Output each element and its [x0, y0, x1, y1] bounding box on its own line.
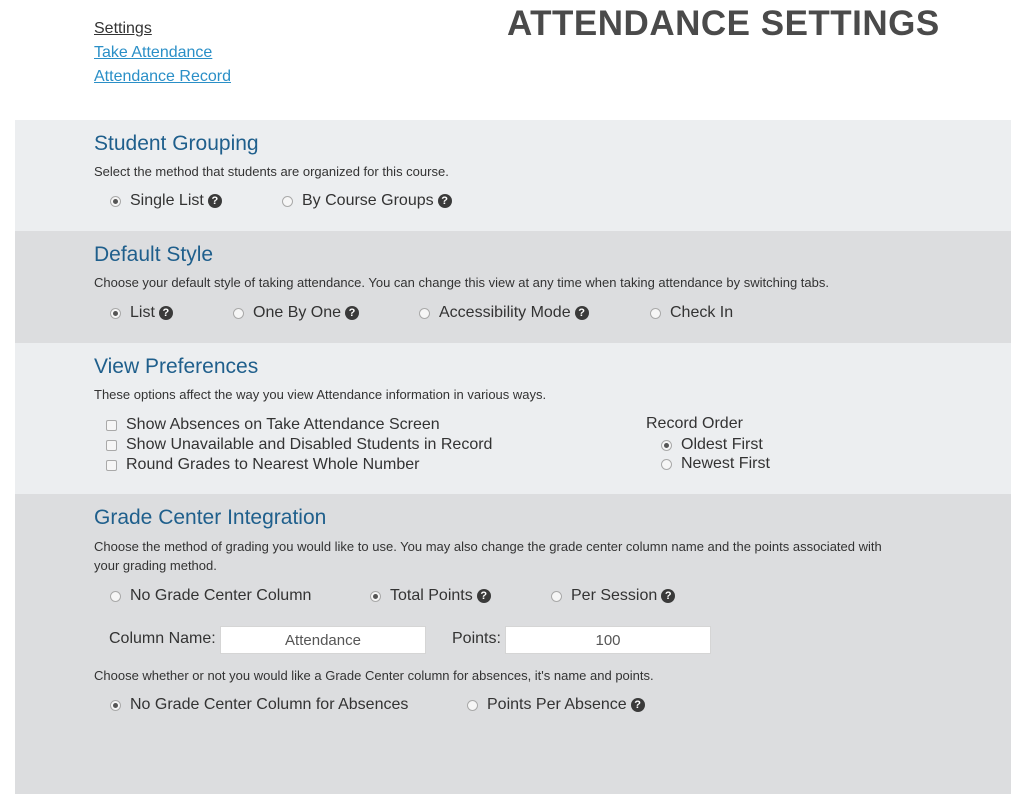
help-icon[interactable]: ? — [345, 306, 359, 320]
radio-newest-first-control[interactable] — [661, 459, 672, 470]
page-title: ATTENDANCE SETTINGS — [507, 4, 940, 43]
points-input[interactable] — [505, 626, 711, 654]
checkbox-round-grades[interactable] — [106, 456, 419, 474]
nav-take-attendance-link[interactable]: Take Attendance — [94, 44, 213, 61]
radio-oldest-first-control[interactable] — [661, 440, 672, 451]
column-name-input[interactable] — [220, 626, 426, 654]
student-grouping-section — [15, 120, 1011, 231]
default-style-section — [15, 231, 1011, 343]
default-style-description: Choose your default style of taking attendance. You can change this view at any time when taking attendance by switching tabs. — [94, 275, 829, 290]
radio-points-per-absence-control[interactable] — [467, 700, 478, 711]
help-icon[interactable]: ? — [438, 194, 452, 208]
record-order-label: Record Order — [646, 415, 743, 432]
radio-points-per-absence[interactable] — [467, 696, 645, 714]
default-style-title: Default Style — [94, 243, 214, 266]
view-preferences-description: These options affect the way you view Attendance information in various ways. — [94, 387, 547, 402]
checkbox-round-grades-label: Round Grades to Nearest Whole Number — [126, 456, 420, 473]
radio-check-in-label: Check In — [670, 304, 734, 321]
checkbox-round-grades-control[interactable] — [106, 460, 117, 471]
help-icon[interactable]: ? — [661, 589, 675, 603]
view-preferences-section — [15, 343, 1011, 494]
top-nav — [94, 17, 231, 89]
nav-attendance-record-link[interactable]: Attendance Record — [94, 68, 231, 85]
radio-single-list-control[interactable] — [110, 196, 121, 207]
radio-per-session[interactable] — [551, 587, 675, 605]
radio-by-course-groups[interactable] — [282, 192, 452, 210]
help-icon[interactable]: ? — [631, 698, 645, 712]
radio-accessibility-mode-control[interactable] — [419, 308, 430, 319]
radio-check-in[interactable] — [650, 304, 733, 322]
checkbox-show-unavailable-control[interactable] — [106, 440, 117, 451]
checkbox-show-absences-label: Show Absences on Take Attendance Screen — [126, 416, 440, 433]
student-grouping-title: Student Grouping — [94, 132, 259, 155]
radio-no-absence-column-label: No Grade Center Column for Absences — [130, 696, 409, 713]
radio-total-points-control[interactable] — [370, 591, 381, 602]
radio-by-course-groups-label: By Course Groups — [302, 192, 434, 209]
view-preferences-title: View Preferences — [94, 355, 259, 378]
radio-oldest-first[interactable] — [661, 436, 763, 454]
radio-by-course-groups-control[interactable] — [282, 196, 293, 207]
radio-points-per-absence-label: Points Per Absence — [487, 696, 627, 713]
grade-center-title: Grade Center Integration — [94, 506, 327, 529]
nav-settings-link[interactable]: Settings — [94, 20, 152, 37]
radio-single-list-label: Single List — [130, 192, 204, 209]
radio-accessibility-mode[interactable] — [419, 304, 589, 322]
points-label: Points: — [452, 630, 501, 647]
grade-center-section — [15, 494, 1011, 794]
checkbox-show-absences[interactable] — [106, 416, 440, 434]
column-name-label: Column Name: — [109, 630, 216, 647]
radio-newest-first-label: Newest First — [681, 455, 770, 472]
radio-per-session-control[interactable] — [551, 591, 562, 602]
radio-check-in-control[interactable] — [650, 308, 661, 319]
help-icon[interactable]: ? — [208, 194, 222, 208]
student-grouping-description: Select the method that students are organized for this course. — [94, 164, 449, 179]
checkbox-show-unavailable-label: Show Unavailable and Disabled Students in Record — [126, 436, 493, 453]
radio-one-by-one[interactable] — [233, 304, 359, 322]
radio-per-session-label: Per Session — [571, 587, 658, 604]
radio-list[interactable] — [110, 304, 173, 322]
grade-center-description: Choose the method of grading you would like to use. You may also change the grade center column name and the points associated with your grading method. — [94, 539, 882, 573]
help-icon[interactable]: ? — [575, 306, 589, 320]
radio-list-label: List — [130, 304, 155, 321]
radio-one-by-one-control[interactable] — [233, 308, 244, 319]
radio-list-control[interactable] — [110, 308, 121, 319]
radio-one-by-one-label: One By One — [253, 304, 342, 321]
radio-no-absence-column[interactable] — [110, 696, 408, 714]
absence-description: Choose whether or not you would like a Grade Center column for absences, it's name and points. — [94, 668, 654, 683]
radio-newest-first[interactable] — [661, 455, 770, 473]
checkbox-show-absences-control[interactable] — [106, 420, 117, 431]
radio-total-points[interactable] — [370, 587, 491, 605]
radio-oldest-first-label: Oldest First — [681, 436, 763, 453]
radio-single-list[interactable] — [110, 192, 222, 210]
radio-total-points-label: Total Points — [390, 587, 473, 604]
radio-no-absence-column-control[interactable] — [110, 700, 121, 711]
radio-no-grade-center-column-control[interactable] — [110, 591, 121, 602]
help-icon[interactable]: ? — [159, 306, 173, 320]
radio-accessibility-mode-label: Accessibility Mode — [439, 304, 571, 321]
help-icon[interactable]: ? — [477, 589, 491, 603]
radio-no-grade-center-column[interactable] — [110, 587, 311, 605]
checkbox-show-unavailable[interactable] — [106, 436, 492, 454]
radio-no-grade-center-column-label: No Grade Center Column — [130, 587, 312, 604]
